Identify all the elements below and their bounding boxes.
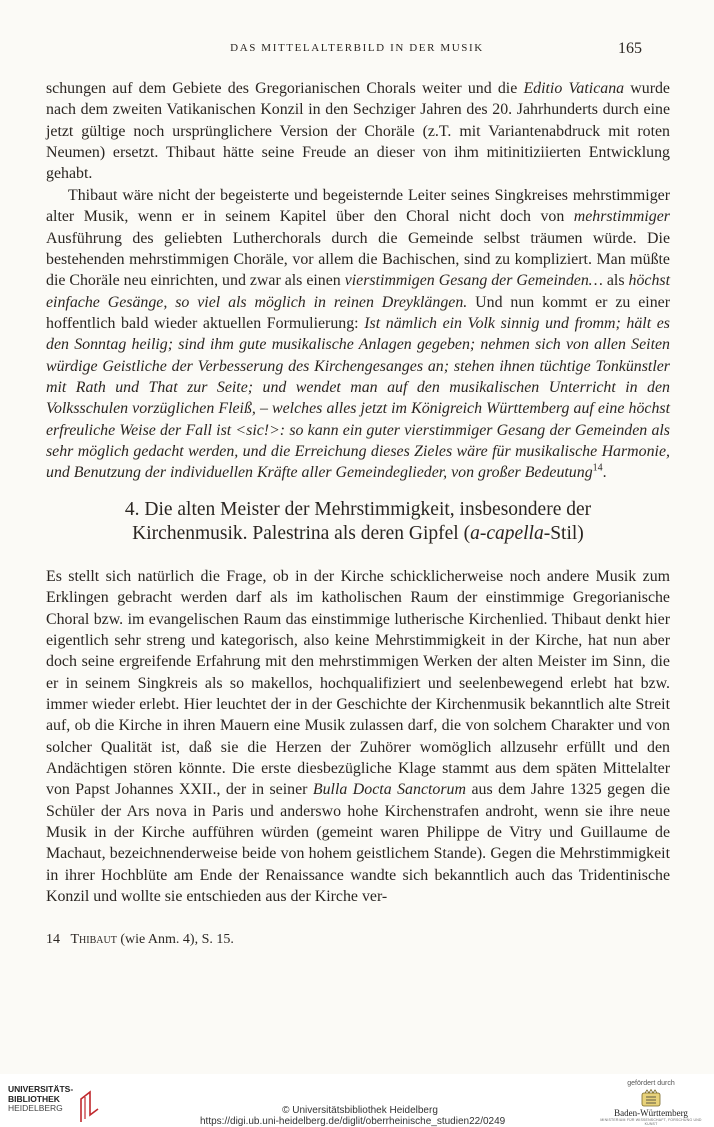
- viewer-footer: [0, 1074, 714, 1126]
- text-run: Es stellt sich natürlich die Frage, ob in der Kirche schicklicherweise noch andere Musik zum Erklingen gebracht werden darf als im katholischen Raum der einstimmige Gregorianische Choral bzw. im evangelischen Raum das einstimmige lutherische Kirchenlied. Thibaut denkt hier eigentlich sehr streng und kategorisch, also keine Mehrstimmigkeit in der Kirche, hat nun aber doch seine ergreifende Erfahrung mit den mehrstimmigen Werken der alten Meister im Sinn, die er in seinem Singkreis als so makellos, hochqualifiziert und seelenbewegend erlebt hat bzw. immer wieder erlebt. Hier leuchtet der in der Geschichte der Kirchenmusik bekanntlich alte Streit auf, ob die Kirche in ihren Mauern eine Musik zulassen darf, die von solchem Charakter und von solcher Qualität ist, daß sie die Herzen der Zuhörer womöglich allzusehr erfüllt und den Andächtigen stören könnte. Die erste diesbezügliche Klage stammt aus dem späten Mittelalter von Papst Johannes XXII., der in seiner: [46, 568, 670, 799]
- library-logo-icon: [78, 1089, 102, 1123]
- text-run: vierstimmigen Gesang der Gemeinden…: [344, 272, 603, 290]
- running-head: DAS MITTELALTERBILD IN DER MUSIK: [230, 42, 484, 54]
- text-run: Ist nämlich ein Volk sinnig und fromm; hält es den Sonntag heilig; sind ihm gute musikalische Anlagen gegeben; nehmen sich von allen Seiten würdige Geistliche der Verbesserung des Kirchengesanges an; stehen ihnen tüchtige Tonkünstler mit Rath und That zur Seite; und wendet man auf den musikalischen Unterricht in den Volksschulen vorzüglichen Fleiß, – welches alles jetzt im Königreich Württemberg auf eine höchst erfreuliche Weise der Fall ist <sic!>: so kann ein guter vierstimmiger Gesang der Gemeinden als sehr möglich gedacht werden, und die Erreichung dieses Zieles wäre für musikalische Harmonie, und Benutzung der individuellen Kräfte aller Gemeindeglieder, von großer Bedeutung: [46, 315, 670, 482]
- section-heading: [46, 498, 670, 546]
- library-logo[interactable]: UNIVERSITÄTS- BIBLIOTHEK HEIDELBERG: [8, 1085, 100, 1125]
- text-run: Und nun kommt er zu einer hoffentlich bald wieder aktuellen Formulierung:: [46, 293, 670, 333]
- footnote-author: Thibaut: [70, 932, 117, 947]
- paragraph-3: [46, 566, 670, 908]
- paragraph-1: [46, 78, 670, 185]
- text-run: als: [602, 272, 629, 290]
- sponsor-ministry: MINISTERIUM FÜR WISSENSCHAFT, FORSCHUNG UND KUNST: [600, 1118, 702, 1126]
- section-heading-line-2: Kirchenmusik. Palestrina als deren Gipfel (a-capella-Stil): [132, 523, 584, 544]
- sponsor-block: [596, 1080, 706, 1126]
- text-run: .: [602, 464, 607, 482]
- paragraph-2-text: [46, 185, 670, 484]
- text-run: höchst einfache Gesänge, so viel als möglich in reinen Dreyklängen.: [46, 272, 670, 311]
- footnote-rest: (wie Anm. 4), S. 15.: [116, 932, 234, 947]
- text-run: Editio Vaticana: [523, 80, 625, 97]
- footnote: [46, 932, 234, 948]
- footnote-number: 14: [46, 932, 60, 947]
- paragraph-2: [46, 185, 670, 484]
- state-crest-icon: [640, 1089, 662, 1107]
- copyright-notice: © Universitätsbibliothek Heidelberg: [282, 1105, 438, 1116]
- text-run: mehrstimmiger: [573, 208, 670, 226]
- text-run: Ausführung des geliebten Lutherchorals durch die Gemeinde selbst träumen würde. Die bestehenden mehrstimmigen Choräle, vor allem die Bachischen, sind zu kompliziert. Man müßte die Choräle neu einrichten, und zwar als einen: [46, 229, 670, 290]
- page-url-link[interactable]: https://digi.ub.uni-heidelberg.de/diglit/oberrheinische_studien22/0249: [200, 1116, 506, 1127]
- text-run: Bulla Docta Sanctorum: [312, 781, 466, 799]
- text-run: aus dem Jahre 1325 gegen die Schüler der Ars nova in Paris und anderswo hohe Kirchenstrafen androht, wenn sie ihre neue Musik in der Kirche aufführen würden (gemeint waren Philippe de Vitry und Guillaume de Machaut, bezeichnenderweise beide von hohem geistlichem Stande). Gegen die Mehrstimmigkeit in ihrer Hochblüte am Ende der Renaissance wandte sich bekanntlich auch das Tridentinische Konzil und wollte sie entschieden aus der Kirche ver-: [46, 781, 670, 906]
- paragraph-3-text: [46, 566, 670, 908]
- footnote-ref: 14: [592, 463, 603, 475]
- text-run: wurde nach dem zweiten Vatikanischen Konzil in den Sechziger Jahren des 20. Jahrhunderts durch eine jetzt gültige noch ursprünglichere Version der Choräle (z.T. mit Variantenabdruck mit roten Neumen) ersetzt. Thibaut hätte seine Freude an dieser von ihm mitinitiziierten Entwicklung gehabt.: [46, 80, 670, 183]
- sponsor-label: gefördert durch: [627, 1080, 675, 1087]
- text-run: Thibaut wäre nicht der begeisterte und begeisternde Leiter seines Singkreises mehrstimmiger alter Musik, wenn er in seinem Kapitel über den Choral nicht doch von: [46, 187, 670, 226]
- text-run: schungen auf dem Gebiete des Gregorianischen Chorals weiter und die: [46, 80, 524, 97]
- page-number: 165: [618, 40, 642, 57]
- section-heading-line-1: 4. Die alten Meister der Mehrstimmigkeit, insbesondere der: [124, 499, 592, 520]
- paragraph-1-text: [46, 78, 670, 185]
- sponsor-name: Baden-Württemberg: [614, 1108, 688, 1118]
